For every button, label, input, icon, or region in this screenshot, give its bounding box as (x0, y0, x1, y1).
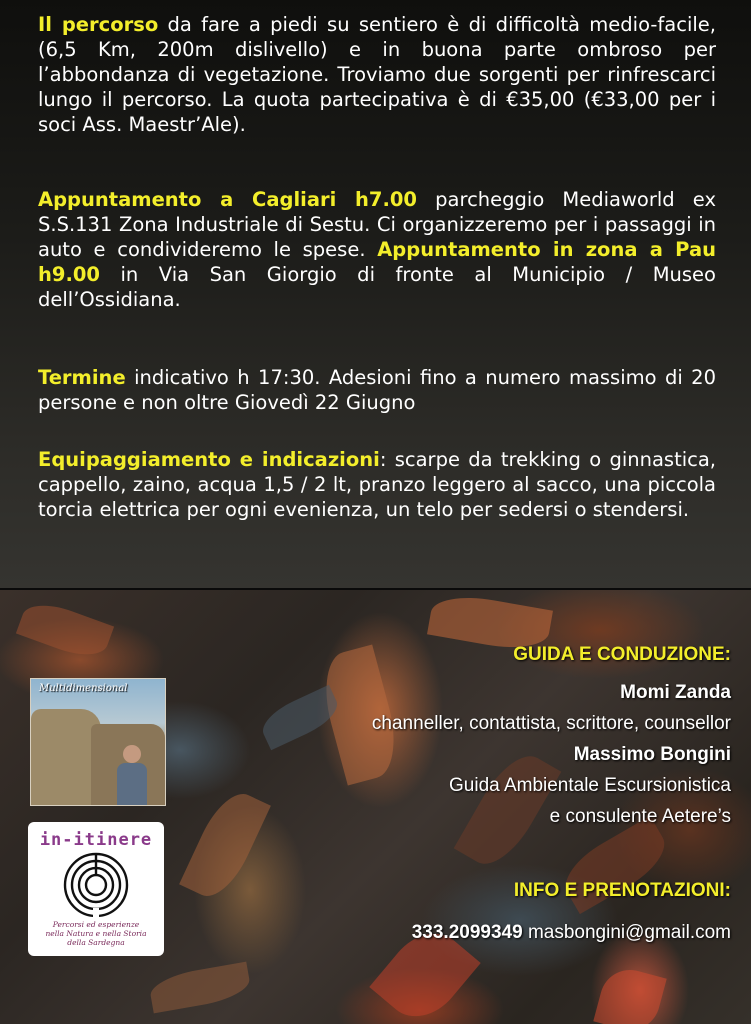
percorso-text: da fare a piedi su sentiero è di difficoltà medio-facile, (6,5 Km, 200m dislivello) e in buona parte ombroso per l’abbondanza di vegetazione. Troviamo due sorgenti per rinfrescarci lungo il percorso. La quota partecipativa è di €35,00 (€33,00 per i soci Ass. Maestr’Ale). (38, 13, 716, 136)
guide-name-1: Momi Zanda (620, 682, 731, 703)
leaves-background (0, 590, 751, 1024)
equipaggiamento-paragraph (38, 447, 716, 522)
percorso-label: Il percorso (38, 13, 159, 36)
pau-label: Appuntamento in zona a Pau h9.00 (38, 238, 716, 286)
equip-label: Equipaggiamento e indicazioni (38, 448, 380, 471)
pau-text: in Via San Giorgio di fronte al Municipio / Museo dell’Ossidiana. (38, 263, 716, 311)
contact-line (412, 922, 731, 944)
equip-text: : scarpe da trekking o ginnastica, cappello, zaino, acqua 1,5 / 2 lt, pranzo leggero al sacco, una piccola torcia elettrica per ogni evenienza, un telo per sedersi o stendersi. (38, 448, 717, 521)
termine-text: indicativo h 17:30. Adesioni fino a numero massimo di 20 persone e non oltre Giovedì 22 Giugno (38, 366, 716, 414)
percorso-paragraph (38, 12, 716, 137)
phone-number[interactable]: 333.2099349 (411, 922, 523, 943)
email-address[interactable]: masbongini@gmail.com (527, 922, 731, 943)
contact-title: INFO E PRENOTAZIONI: (513, 880, 731, 901)
termine-label: Termine (38, 366, 126, 389)
termine-paragraph (38, 365, 716, 415)
cagliari-label: Appuntamento a Cagliari h7.00 (38, 188, 418, 211)
logo-tagline-1: Percorsi ed esperienze (52, 920, 140, 929)
appuntamento-paragraph (38, 187, 716, 312)
cagliari-text: parcheggio Mediaworld ex S.S.131 Zona Industriale di Sestu. Ci organizzeremo per i passaggi in auto e condivideremo le spese. (38, 188, 716, 261)
labyrinth-icon (61, 850, 131, 920)
logo-tagline-2: nella Natura e nella Storia (45, 929, 147, 938)
guide-role-2a: Guida Ambientale Escursionistica (449, 775, 731, 796)
guide-role-2b: e consulente Aetere’s (549, 806, 731, 827)
photo-caption: Multidimensional (39, 683, 128, 694)
logo-tagline (32, 920, 160, 947)
guide-title: GUIDA E CONDUZIONE: (513, 644, 731, 665)
logo-word: in-itinere (39, 830, 153, 850)
guide-role-1: channeller, contattista, scrittore, counsellor (371, 713, 731, 734)
logo-tagline-3: della Sardegna (67, 938, 125, 947)
guide-photo (30, 678, 166, 806)
guide-name-2: Massimo Bongini (573, 744, 731, 765)
in-itinere-logo (28, 822, 164, 956)
